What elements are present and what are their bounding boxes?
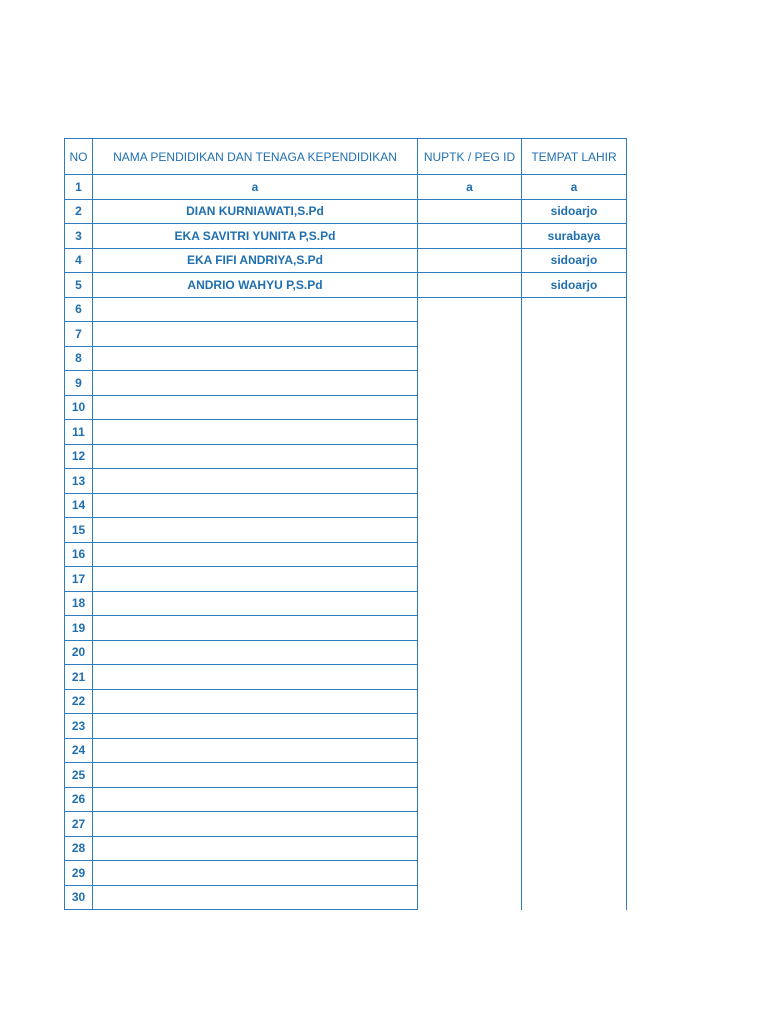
cell-tempat-lahir[interactable] [522, 738, 627, 763]
table-row [65, 371, 627, 396]
cell-name[interactable] [93, 591, 418, 616]
cell-no[interactable]: 29 [65, 861, 93, 886]
cell-nuptk[interactable] [418, 714, 522, 739]
cell-name[interactable]: a [93, 175, 418, 200]
cell-no[interactable]: 28 [65, 836, 93, 861]
cell-nuptk[interactable] [418, 420, 522, 445]
cell-no[interactable]: 12 [65, 444, 93, 469]
cell-no[interactable]: 14 [65, 493, 93, 518]
table-row [65, 175, 627, 200]
cell-name[interactable]: EKA SAVITRI YUNITA P,S.Pd [93, 224, 418, 249]
cell-nuptk[interactable] [418, 322, 522, 347]
cell-nuptk[interactable] [418, 493, 522, 518]
cell-name[interactable] [93, 469, 418, 494]
cell-no[interactable]: 18 [65, 591, 93, 616]
cell-tempat-lahir[interactable] [522, 493, 627, 518]
cell-nuptk[interactable] [418, 469, 522, 494]
cell-tempat-lahir[interactable] [522, 322, 627, 347]
cell-tempat-lahir[interactable]: a [522, 175, 627, 200]
cell-name[interactable] [93, 640, 418, 665]
cell-name[interactable] [93, 518, 418, 543]
cell-name[interactable] [93, 787, 418, 812]
cell-nuptk[interactable] [418, 836, 522, 861]
cell-nuptk[interactable] [418, 273, 522, 298]
cell-no[interactable]: 17 [65, 567, 93, 592]
cell-nuptk[interactable] [418, 787, 522, 812]
cell-no[interactable]: 9 [65, 371, 93, 396]
cell-tempat-lahir[interactable] [522, 420, 627, 445]
table-row [65, 689, 627, 714]
table-row [65, 248, 627, 273]
table-row [65, 493, 627, 518]
cell-nuptk[interactable]: a [418, 175, 522, 200]
cell-no[interactable]: 5 [65, 273, 93, 298]
cell-name[interactable] [93, 763, 418, 788]
cell-nuptk[interactable] [418, 591, 522, 616]
cell-tempat-lahir[interactable] [522, 395, 627, 420]
table-row [65, 518, 627, 543]
cell-no[interactable]: 7 [65, 322, 93, 347]
cell-nuptk[interactable] [418, 542, 522, 567]
cell-name[interactable]: DIAN KURNIAWATI,S.Pd [93, 199, 418, 224]
cell-tempat-lahir[interactable] [522, 885, 627, 910]
cell-nuptk[interactable] [418, 371, 522, 396]
cell-no[interactable]: 3 [65, 224, 93, 249]
cell-nuptk[interactable] [418, 444, 522, 469]
table-row [65, 542, 627, 567]
cell-name[interactable] [93, 567, 418, 592]
cell-tempat-lahir[interactable] [522, 297, 627, 322]
table-row [65, 469, 627, 494]
cell-no[interactable]: 8 [65, 346, 93, 371]
cell-no[interactable]: 23 [65, 714, 93, 739]
cell-nuptk[interactable] [418, 640, 522, 665]
cell-tempat-lahir[interactable] [522, 640, 627, 665]
cell-nuptk[interactable] [418, 812, 522, 837]
table-row [65, 738, 627, 763]
table-row [65, 199, 627, 224]
cell-tempat-lahir[interactable]: sidoarjo [522, 248, 627, 273]
cell-no[interactable]: 21 [65, 665, 93, 690]
cell-nuptk[interactable] [418, 861, 522, 886]
staff-table [64, 138, 627, 910]
cell-tempat-lahir[interactable] [522, 714, 627, 739]
cell-name[interactable]: ANDRIO WAHYU P,S.Pd [93, 273, 418, 298]
cell-nuptk[interactable] [418, 224, 522, 249]
cell-name[interactable] [93, 395, 418, 420]
table-row [65, 836, 627, 861]
cell-no[interactable]: 25 [65, 763, 93, 788]
cell-tempat-lahir[interactable]: sidoarjo [522, 199, 627, 224]
cell-name[interactable] [93, 322, 418, 347]
header-name[interactable]: NAMA PENDIDIKAN DAN TENAGA KEPENDIDIKAN [93, 139, 418, 175]
cell-name[interactable] [93, 714, 418, 739]
cell-name[interactable] [93, 420, 418, 445]
cell-nuptk[interactable] [418, 665, 522, 690]
cell-no[interactable]: 15 [65, 518, 93, 543]
cell-no[interactable]: 1 [65, 175, 93, 200]
table-row [65, 346, 627, 371]
table-row [65, 420, 627, 445]
cell-name[interactable] [93, 885, 418, 910]
cell-no[interactable]: 11 [65, 420, 93, 445]
cell-nuptk[interactable] [418, 248, 522, 273]
cell-tempat-lahir[interactable]: surabaya [522, 224, 627, 249]
table-row [65, 224, 627, 249]
cell-tempat-lahir[interactable] [522, 444, 627, 469]
cell-no[interactable]: 27 [65, 812, 93, 837]
cell-nuptk[interactable] [418, 395, 522, 420]
table-row [65, 665, 627, 690]
table-row [65, 444, 627, 469]
cell-no[interactable]: 26 [65, 787, 93, 812]
cell-tempat-lahir[interactable] [522, 763, 627, 788]
cell-name[interactable] [93, 297, 418, 322]
cell-nuptk[interactable] [418, 616, 522, 641]
cell-name[interactable] [93, 836, 418, 861]
cell-nuptk[interactable] [418, 763, 522, 788]
table-row [65, 395, 627, 420]
table-row [65, 812, 627, 837]
cell-no[interactable]: 16 [65, 542, 93, 567]
cell-no[interactable]: 13 [65, 469, 93, 494]
cell-no[interactable]: 19 [65, 616, 93, 641]
cell-nuptk[interactable] [418, 885, 522, 910]
cell-name[interactable] [93, 689, 418, 714]
header-tempat-lahir[interactable]: TEMPAT LAHIR [522, 139, 627, 175]
cell-tempat-lahir[interactable] [522, 787, 627, 812]
table-row [65, 273, 627, 298]
cell-name[interactable] [93, 346, 418, 371]
cell-nuptk[interactable] [418, 689, 522, 714]
cell-name[interactable] [93, 616, 418, 641]
table-row [65, 885, 627, 910]
cell-name[interactable] [93, 812, 418, 837]
header-row [65, 139, 627, 175]
cell-no[interactable]: 24 [65, 738, 93, 763]
cell-nuptk[interactable] [418, 297, 522, 322]
cell-tempat-lahir[interactable] [522, 346, 627, 371]
cell-tempat-lahir[interactable] [522, 665, 627, 690]
cell-nuptk[interactable] [418, 199, 522, 224]
table-row [65, 861, 627, 886]
cell-tempat-lahir[interactable]: sidoarjo [522, 273, 627, 298]
cell-nuptk[interactable] [418, 346, 522, 371]
cell-no[interactable]: 30 [65, 885, 93, 910]
cell-tempat-lahir[interactable] [522, 469, 627, 494]
spreadsheet-sheet [64, 138, 627, 910]
table-row [65, 714, 627, 739]
cell-no[interactable]: 10 [65, 395, 93, 420]
cell-tempat-lahir[interactable] [522, 591, 627, 616]
cell-no[interactable]: 2 [65, 199, 93, 224]
table-row [65, 322, 627, 347]
cell-tempat-lahir[interactable] [522, 567, 627, 592]
cell-tempat-lahir[interactable] [522, 616, 627, 641]
table-row [65, 567, 627, 592]
cell-tempat-lahir[interactable] [522, 371, 627, 396]
cell-tempat-lahir[interactable] [522, 542, 627, 567]
cell-name[interactable] [93, 371, 418, 396]
cell-no[interactable]: 6 [65, 297, 93, 322]
cell-tempat-lahir[interactable] [522, 812, 627, 837]
table-row [65, 297, 627, 322]
cell-name[interactable] [93, 542, 418, 567]
cell-nuptk[interactable] [418, 518, 522, 543]
cell-nuptk[interactable] [418, 738, 522, 763]
cell-name[interactable] [93, 861, 418, 886]
table-row [65, 640, 627, 665]
cell-tempat-lahir[interactable] [522, 836, 627, 861]
cell-tempat-lahir[interactable] [522, 518, 627, 543]
cell-name[interactable] [93, 665, 418, 690]
cell-no[interactable]: 20 [65, 640, 93, 665]
header-nuptk[interactable]: NUPTK / PEG ID [418, 139, 522, 175]
cell-nuptk[interactable] [418, 567, 522, 592]
header-no[interactable]: NO [65, 139, 93, 175]
cell-name[interactable] [93, 738, 418, 763]
cell-tempat-lahir[interactable] [522, 689, 627, 714]
cell-name[interactable] [93, 493, 418, 518]
cell-no[interactable]: 22 [65, 689, 93, 714]
table-row [65, 787, 627, 812]
cell-name[interactable] [93, 444, 418, 469]
cell-no[interactable]: 4 [65, 248, 93, 273]
table-row [65, 616, 627, 641]
table-body [65, 175, 627, 910]
cell-tempat-lahir[interactable] [522, 861, 627, 886]
table-row [65, 591, 627, 616]
cell-name[interactable]: EKA FIFI ANDRIYA,S.Pd [93, 248, 418, 273]
table-row [65, 763, 627, 788]
